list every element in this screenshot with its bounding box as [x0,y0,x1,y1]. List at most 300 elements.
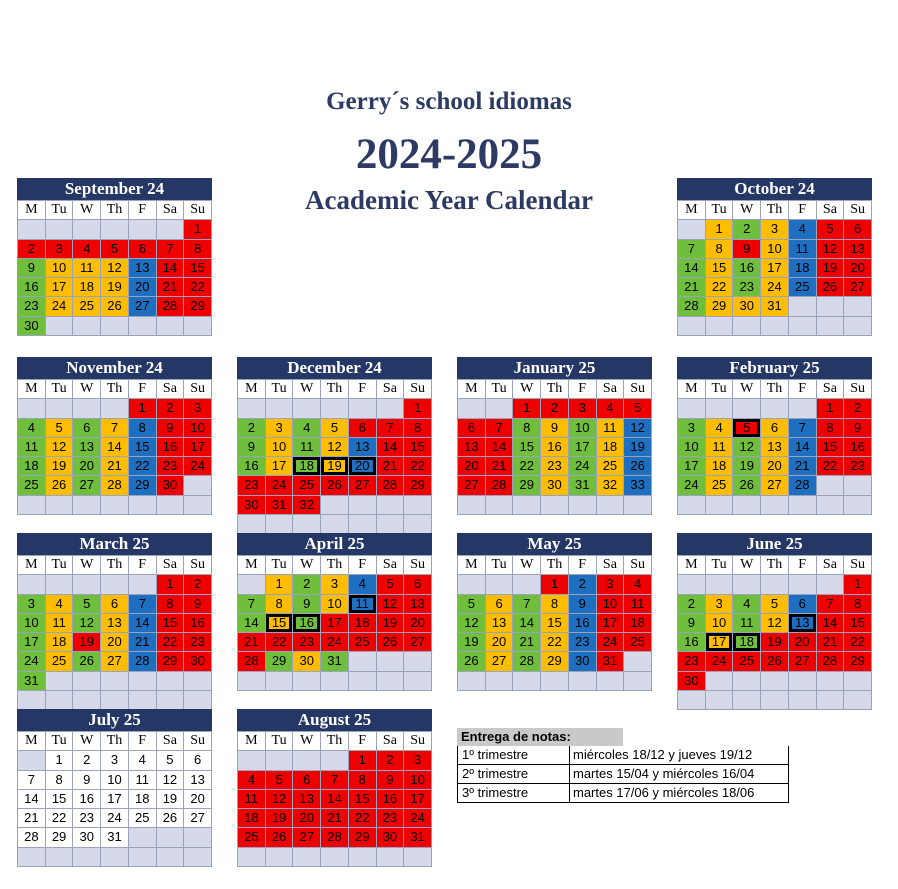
day-cell: 10 [321,595,349,614]
empty-cell [404,515,432,534]
day-cell: 32 [293,496,321,515]
day-cell: 12 [817,240,845,259]
day-cell: 18 [293,457,321,476]
day-cell: 17 [266,457,294,476]
month-grid [237,379,432,534]
day-cell: 3 [678,419,706,438]
day-cell: 9 [569,595,597,614]
day-cell: 15 [817,438,845,457]
day-cell: 11 [293,438,321,457]
day-cell: 3 [18,595,46,614]
day-cell: 29 [541,652,569,671]
day-cell: 28 [678,297,706,316]
empty-cell [293,672,321,691]
day-cell: 5 [733,419,761,438]
day-cell: 18 [733,633,761,652]
weekday-label: Th [541,380,569,399]
day-cell: 8 [129,419,157,438]
month-title: May 25 [457,533,652,555]
empty-cell [46,575,74,594]
empty-cell [844,691,872,710]
day-cell: 28 [18,828,46,847]
day-cell: 13 [293,790,321,809]
empty-cell [157,828,185,847]
weekday-label: Sa [157,380,185,399]
day-cell: 4 [349,575,377,594]
day-cell: 14 [678,259,706,278]
day-cell: 26 [377,633,405,652]
day-cell: 30 [73,828,101,847]
weekday-label: M [18,556,46,575]
empty-cell [349,515,377,534]
day-cell: 6 [844,220,872,239]
weekday-label: Su [844,556,872,575]
day-cell: 10 [761,240,789,259]
weekday-label: Su [404,732,432,751]
term-date: martes 15/04 y miércoles 16/04 [573,766,755,781]
day-cell: 9 [377,771,405,790]
month-september [17,178,212,336]
day-cell: 16 [569,614,597,633]
day-cell: 22 [349,809,377,828]
day-cell: 15 [157,614,185,633]
day-cell: 22 [129,457,157,476]
day-cell: 23 [569,633,597,652]
weekday-label: W [513,380,541,399]
day-cell: 25 [349,633,377,652]
day-cell: 14 [377,438,405,457]
empty-cell [789,575,817,594]
day-cell: 16 [157,438,185,457]
day-cell: 18 [73,278,101,297]
empty-cell [733,317,761,336]
weekday-label: M [238,380,266,399]
day-cell: 19 [266,809,294,828]
month-grid [17,555,212,710]
day-cell: 11 [349,595,377,614]
weekday-label: Sa [817,201,845,220]
day-cell: 6 [761,419,789,438]
empty-cell [733,672,761,691]
weekday-label: Su [844,201,872,220]
day-cell: 20 [486,633,514,652]
day-cell: 2 [184,575,212,594]
day-cell: 12 [266,790,294,809]
day-cell: 7 [238,595,266,614]
day-cell: 22 [513,457,541,476]
day-cell: 3 [597,575,625,594]
day-cell: 5 [157,751,185,770]
day-cell: 31 [761,297,789,316]
day-cell: 21 [678,278,706,297]
day-cell: 9 [184,595,212,614]
weekday-label: Sa [817,380,845,399]
month-title: February 25 [677,357,872,379]
weekday-label: Su [404,380,432,399]
day-cell: 31 [266,496,294,515]
weekday-label: F [349,556,377,575]
day-cell: 14 [238,614,266,633]
day-cell: 24 [321,633,349,652]
day-cell: 29 [266,652,294,671]
day-cell: 30 [293,652,321,671]
empty-cell [678,220,706,239]
day-cell: 6 [293,771,321,790]
empty-cell [844,297,872,316]
day-cell: 7 [789,419,817,438]
day-cell: 24 [46,297,74,316]
empty-cell [184,691,212,710]
empty-cell [157,848,185,867]
day-cell: 23 [844,457,872,476]
day-cell: 17 [761,259,789,278]
empty-cell [293,751,321,770]
day-cell: 8 [706,240,734,259]
weekday-label: W [73,732,101,751]
day-cell: 21 [377,457,405,476]
empty-cell [678,317,706,336]
weekday-label: Sa [157,201,185,220]
empty-cell [157,691,185,710]
weekday-label: W [293,380,321,399]
month-november [17,357,212,515]
day-cell: 24 [761,278,789,297]
weekday-label: Th [321,380,349,399]
month-october [677,178,872,336]
day-cell: 27 [293,828,321,847]
empty-cell [817,317,845,336]
empty-cell [624,652,652,671]
calendar-subtitle: Academic Year Calendar [305,185,593,215]
day-cell: 14 [513,614,541,633]
day-cell: 26 [266,828,294,847]
weekday-label: W [73,380,101,399]
day-cell: 15 [184,259,212,278]
empty-cell [73,496,101,515]
empty-cell [101,496,129,515]
day-cell: 21 [513,633,541,652]
day-cell: 2 [733,220,761,239]
day-cell: 23 [73,809,101,828]
month-grid [457,379,652,515]
empty-cell [18,691,46,710]
month-january [457,357,652,515]
day-cell: 21 [486,457,514,476]
weekday-label: Th [761,556,789,575]
empty-cell [706,496,734,515]
day-cell: 14 [817,614,845,633]
day-cell: 25 [789,278,817,297]
day-cell: 1 [266,575,294,594]
empty-cell [377,496,405,515]
empty-cell [844,496,872,515]
day-cell: 20 [73,457,101,476]
day-cell: 31 [597,652,625,671]
day-cell: 18 [597,438,625,457]
day-cell: 7 [486,419,514,438]
weekday-label: Su [184,201,212,220]
day-cell: 10 [706,614,734,633]
day-cell: 11 [789,240,817,259]
day-cell: 22 [817,457,845,476]
day-cell: 28 [486,476,514,495]
day-cell: 27 [761,476,789,495]
empty-cell [377,672,405,691]
day-cell: 27 [101,652,129,671]
day-cell: 23 [184,633,212,652]
day-cell: 30 [678,672,706,691]
empty-cell [844,317,872,336]
day-cell: 15 [513,438,541,457]
weekday-label: Tu [266,556,294,575]
month-grid [677,555,872,710]
day-cell: 1 [513,399,541,418]
empty-cell [18,496,46,515]
day-cell: 24 [266,476,294,495]
empty-cell [733,575,761,594]
empty-cell [321,496,349,515]
empty-cell [266,515,294,534]
day-cell: 18 [624,614,652,633]
empty-cell [678,399,706,418]
day-cell: 20 [404,614,432,633]
month-title: October 24 [677,178,872,200]
day-cell: 28 [129,652,157,671]
grade-delivery-table [457,728,789,803]
day-cell: 7 [157,240,185,259]
empty-cell [844,476,872,495]
empty-cell [46,848,74,867]
empty-cell [817,496,845,515]
day-cell: 11 [18,438,46,457]
day-cell: 28 [157,297,185,316]
month-grid [17,379,212,515]
day-cell: 14 [101,438,129,457]
day-cell: 10 [569,419,597,438]
empty-cell [513,496,541,515]
weekday-label: Tu [266,732,294,751]
weekday-label: Sa [157,556,185,575]
empty-cell [733,691,761,710]
day-cell: 21 [238,633,266,652]
day-cell: 7 [129,595,157,614]
day-cell: 21 [157,278,185,297]
day-cell: 30 [569,652,597,671]
day-cell: 27 [129,297,157,316]
day-cell: 17 [569,438,597,457]
day-cell: 4 [597,399,625,418]
empty-cell [101,399,129,418]
empty-cell [706,691,734,710]
day-cell: 30 [377,828,405,847]
term-date: miércoles 18/12 y jueves 19/12 [573,747,753,762]
day-cell: 24 [101,809,129,828]
empty-cell [817,672,845,691]
day-cell: 24 [184,457,212,476]
day-cell: 26 [761,652,789,671]
empty-cell [238,751,266,770]
weekday-label: Su [184,556,212,575]
empty-cell [266,672,294,691]
weekday-label: M [678,556,706,575]
day-cell: 3 [101,751,129,770]
empty-cell [73,672,101,691]
empty-cell [404,848,432,867]
empty-cell [157,220,185,239]
notes-title: Entrega de notas: [457,728,623,746]
day-cell: 19 [458,633,486,652]
day-cell: 32 [597,476,625,495]
day-cell: 4 [129,751,157,770]
weekday-label: Su [404,556,432,575]
empty-cell [761,575,789,594]
term-label: 3º trimestre [458,784,570,802]
weekday-label: Su [624,380,652,399]
day-cell: 11 [238,790,266,809]
empty-cell [73,691,101,710]
empty-cell [678,496,706,515]
day-cell: 22 [46,809,74,828]
day-cell: 26 [46,476,74,495]
day-cell: 23 [377,809,405,828]
empty-cell [18,220,46,239]
day-cell: 27 [184,809,212,828]
month-march [17,533,212,710]
day-cell: 31 [404,828,432,847]
empty-cell [293,515,321,534]
day-cell: 23 [157,457,185,476]
day-cell: 27 [349,476,377,495]
weekday-label: Su [184,732,212,751]
empty-cell [789,297,817,316]
day-cell: 10 [597,595,625,614]
day-cell: 9 [18,259,46,278]
day-cell: 22 [157,633,185,652]
day-cell: 12 [624,419,652,438]
empty-cell [569,496,597,515]
day-cell: 8 [844,595,872,614]
day-cell: 2 [844,399,872,418]
day-cell: 31 [101,828,129,847]
day-cell: 27 [486,652,514,671]
day-cell: 25 [624,633,652,652]
day-cell: 25 [238,828,266,847]
empty-cell [46,220,74,239]
day-cell: 6 [458,419,486,438]
empty-cell [733,399,761,418]
day-cell: 6 [129,240,157,259]
day-cell: 5 [101,240,129,259]
day-cell: 26 [624,457,652,476]
day-cell: 30 [184,652,212,671]
weekday-label: Su [184,380,212,399]
weekday-label: Th [101,201,129,220]
day-cell: 1 [184,220,212,239]
weekday-label: Th [101,732,129,751]
empty-cell [293,848,321,867]
day-cell: 20 [129,278,157,297]
day-cell: 16 [377,790,405,809]
day-cell: 18 [18,457,46,476]
weekday-label: Th [761,380,789,399]
day-cell: 5 [266,771,294,790]
day-cell: 11 [706,438,734,457]
day-cell: 16 [184,614,212,633]
weekday-label: Th [321,732,349,751]
day-cell: 20 [293,809,321,828]
empty-cell [597,496,625,515]
day-cell: 31 [569,476,597,495]
weekday-label: Sa [377,380,405,399]
day-cell: 29 [46,828,74,847]
empty-cell [129,575,157,594]
day-cell: 16 [18,278,46,297]
month-grid [677,200,872,336]
weekday-label: M [678,201,706,220]
day-cell: 23 [541,457,569,476]
day-cell: 9 [157,419,185,438]
empty-cell [817,691,845,710]
day-cell: 18 [46,633,74,652]
empty-cell [101,220,129,239]
day-cell: 12 [157,771,185,790]
empty-cell [321,848,349,867]
day-cell: 6 [404,575,432,594]
day-cell: 12 [321,438,349,457]
day-cell: 21 [101,457,129,476]
empty-cell [733,496,761,515]
month-title: September 24 [17,178,212,200]
notes-row [457,746,789,765]
weekday-label: M [458,556,486,575]
day-cell: 30 [541,476,569,495]
day-cell: 13 [789,614,817,633]
month-grid [677,379,872,515]
day-cell: 9 [678,614,706,633]
weekday-label: F [789,201,817,220]
day-cell: 21 [321,809,349,828]
day-cell: 23 [733,278,761,297]
month-july [17,709,212,867]
school-name: Gerry´s school idiomas [326,88,572,115]
weekday-label: M [18,201,46,220]
empty-cell [266,848,294,867]
day-cell: 20 [789,633,817,652]
day-cell: 1 [706,220,734,239]
day-cell: 3 [706,595,734,614]
day-cell: 3 [404,751,432,770]
empty-cell [238,848,266,867]
day-cell: 21 [18,809,46,828]
empty-cell [293,399,321,418]
weekday-label: F [349,732,377,751]
day-cell: 2 [377,751,405,770]
day-cell: 24 [18,652,46,671]
day-cell: 10 [678,438,706,457]
day-cell: 1 [844,575,872,594]
day-cell: 14 [486,438,514,457]
day-cell: 19 [101,278,129,297]
day-cell: 19 [321,457,349,476]
empty-cell [817,575,845,594]
day-cell: 25 [597,457,625,476]
empty-cell [184,848,212,867]
empty-cell [349,848,377,867]
day-cell: 17 [706,633,734,652]
empty-cell [597,672,625,691]
empty-cell [706,317,734,336]
empty-cell [404,652,432,671]
